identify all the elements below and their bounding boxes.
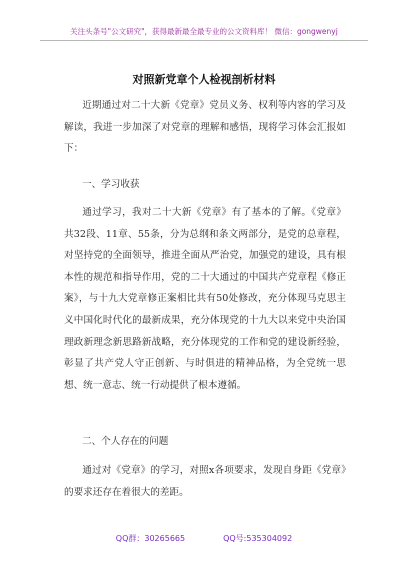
header-divider [40,40,368,41]
footer-contact [0,533,408,544]
header-banner: 关注头条号"公文研究"，获得最新最全最专业的公文资料库！ 微信：gongwenyj [70,27,338,36]
section2-paragraph: 通过对《党章》的学习，对照x各项要求，发现自身距《党章》的要求还存在着很大的差距。 [64,465,346,498]
section-heading-problems: 二、个人存在的问题 [82,436,169,447]
intro-paragraph: 近期通过对二十大新《党章》党员义务、权利等内容的学习及解读，我进一步加深了对党章的理解和感悟，现将学习体会汇报如下： [64,100,346,155]
footer-qq-number: QQ号:535304092 [223,534,293,543]
document-title: 对照新党章个人检视剖析材料 [132,73,276,86]
footer-qq-group: QQ群：30265665 [115,534,186,543]
section-heading-gains: 一、学习收获 [82,179,140,190]
section1-paragraph: 通过学习，我对二十大新《党章》有了基本的了解。《党章》共32段、11章、55条，分为总纲和条文两部分，是党的总章程，对坚持党的全面领导，推进全面从严治党，加强党的建设，具有根本性的规范和指导作用，党的二十大通过的中国共产党章程《修正案》，与十九大党章修正案相比共有50处修改，充分体现马克思主义中国化时代化的最新成果，充分体现党的十九大以来党中央治国理政新理念新思路新战略，充分体现党的工作和党的建设新经验，彰显了共产党人守正创新、与时俱进的精神品格，为全党统一思想、统一意志、统一行动提供了根本遵循。 [64,207,346,391]
